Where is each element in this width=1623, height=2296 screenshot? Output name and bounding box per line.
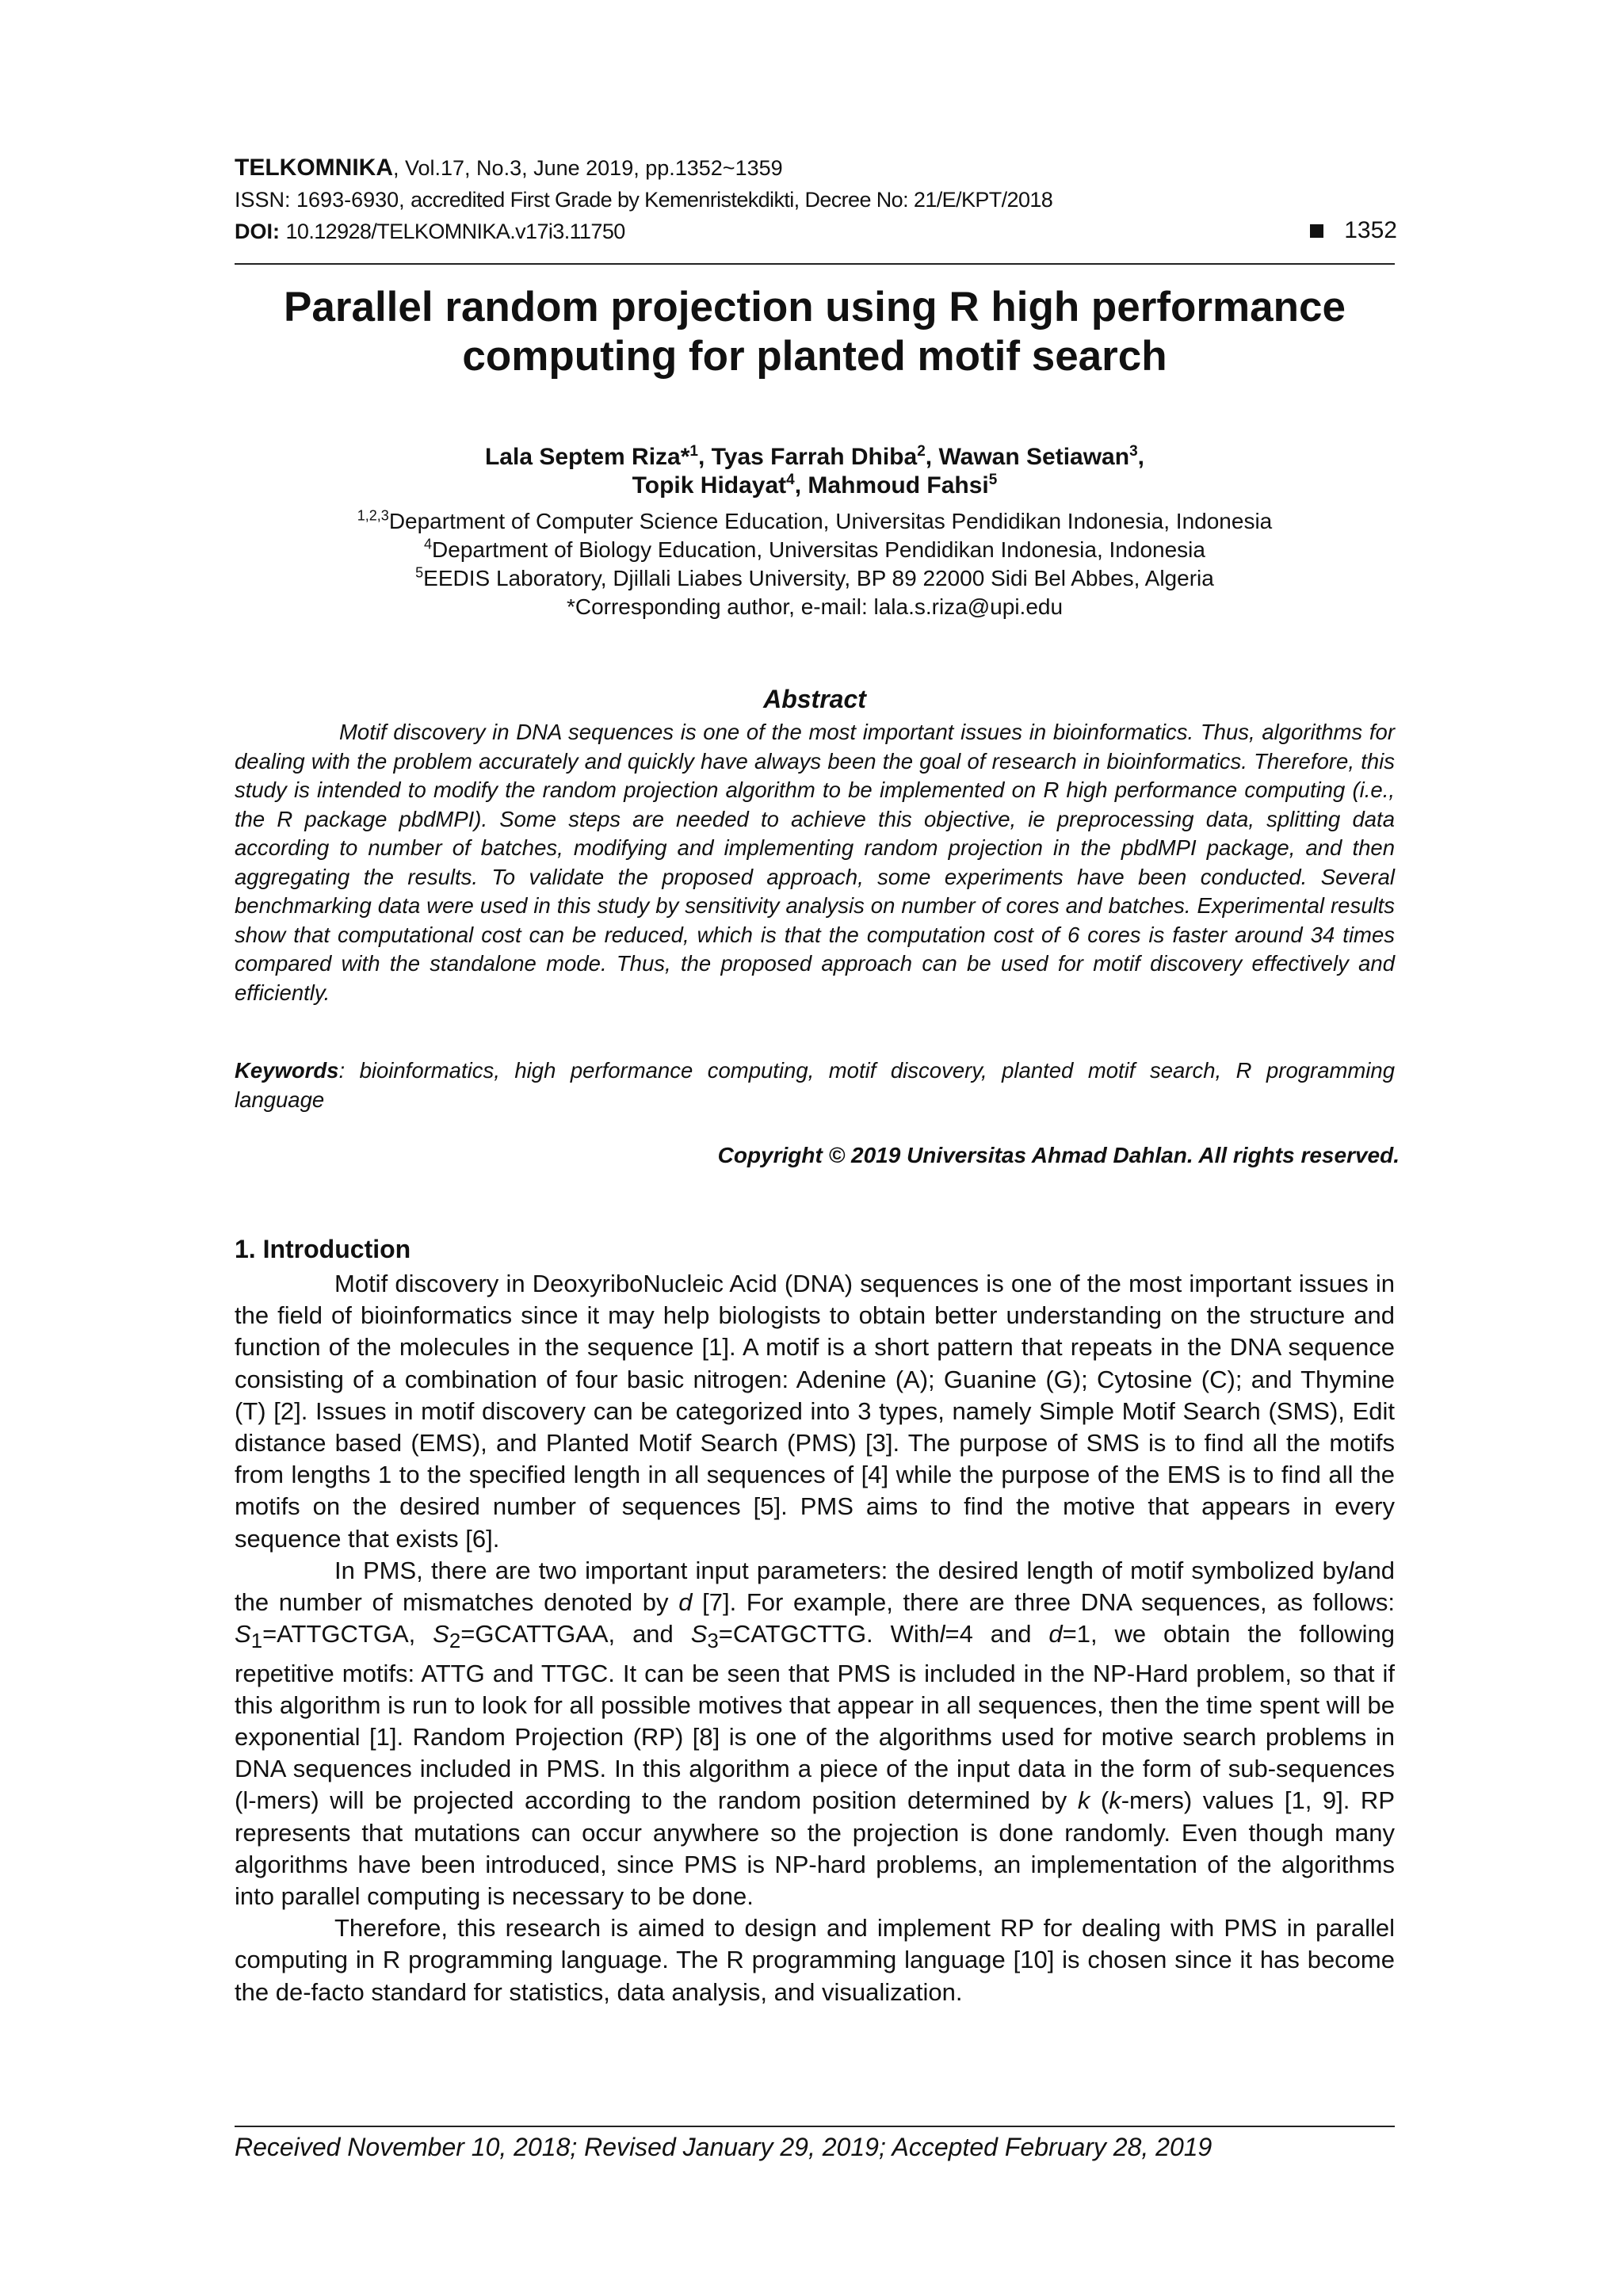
author-line-2 [235, 472, 1395, 500]
text-run: =CATGCTTG. With [718, 1620, 940, 1648]
math-var: S [235, 1620, 251, 1648]
text-run: -mers) values [1, 9]. RP represents that mutations can occur anywhere so the projection is done randomly. Even though many algorithms have been introduced, since PMS is NP-hard problems, an implementation of the algorithms into parallel computing is necessary to be done. [235, 1786, 1396, 1911]
text-run: In PMS, there are two important input parameters: the desired length of motif symbolized by [334, 1556, 1349, 1584]
author-affil-mark: 4 [786, 472, 795, 488]
subscript: 3 [707, 1630, 719, 1653]
author-name: , Mahmoud Fahsi [794, 472, 989, 499]
text-run: =GCATTGAA, and [460, 1620, 691, 1648]
corresponding-author: *Corresponding author, e-mail: lala.s.riza@upi.edu [566, 594, 1064, 619]
affil-mark: 4 [424, 536, 433, 552]
accreditation: accredited First Grade by Kemenristekdikti, Decree No: 21/E/KPT/2018 [411, 188, 1053, 212]
author-affil-mark: 2 [917, 443, 926, 460]
affil-mark: 1,2,3 [357, 507, 389, 524]
affil-text: Department of Computer Science Education, Universitas Pendidikan Indonesia, Indonesia [388, 509, 1273, 533]
header-divider [235, 263, 1395, 265]
keywords-label: Keywords [235, 1058, 339, 1083]
author-name: , Wawan Setiawan [925, 444, 1130, 470]
math-var: l [939, 1620, 945, 1648]
text-run: =1, we obtain the following repetitive motifs: ATTG and TTGC. It can be seen that PMS is included in the NP-Hard problem, so that if this algorithm is run to look for all possible motives that appear in all sequences, then the time spent will be exponential [1]. Random Projection (RP) [8] is one of the algorithms used for motive search problems in DNA sequences included in PMS. In this algorithm a piece of the input data in the form of sub-sequences (l-mers) will be projected according to the random position determined by [235, 1620, 1396, 1815]
title-line-1: Parallel random projection using R high performance [284, 284, 1346, 330]
paper-title [235, 283, 1395, 381]
affiliation-2 [235, 536, 1395, 564]
doi-line [235, 219, 625, 244]
doi-label: DOI: [235, 220, 286, 243]
math-var: S [433, 1620, 449, 1648]
text-run: =ATTGCTGA, [262, 1620, 433, 1648]
math-var: d [678, 1588, 693, 1617]
subscript: 2 [449, 1630, 461, 1653]
received-dates: Received November 10, 2018; Revised January 29, 2019; Accepted February 28, 2019 [235, 2133, 1212, 2161]
introduction-body [235, 1268, 1395, 2008]
author-line-1 [235, 443, 1395, 472]
title-line-2: computing for planted motif search [462, 333, 1167, 380]
section-heading-introduction: 1. Introduction [235, 1235, 411, 1263]
author-separator: , [1137, 444, 1144, 470]
abstract-text: Motif discovery in DNA sequences is one of the most important issues in bioinformatics. Thus, algorithms for dealing with the problem accurately and quickly have always been the goal of research in bioinformatics. Therefore, this study is intended to modify the random projection algorithm to be implemented on R high performance computing (i.e., the R package pbdMPI). Some steps are needed to achieve this objective, ie preprocessing data, splitting data according to number of batches, modifying and implementing random projection in the pbdMPI package, and then aggregating the results. To validate the proposed approach, some experiments have been conducted. Several benchmarking data were used in this study by sensitivity analysis on number of cores and batches. Experimental results show that computational cost can be reduced, which is that the computation cost of 6 cores is faster around 34 times compared with the standalone mode. Thus, the proposed approach can be used for motif discovery effectively and efficiently. [235, 720, 1395, 1005]
math-var: l [1348, 1556, 1354, 1584]
intro-paragraph-1: Motif discovery in DeoxyriboNucleic Acid (DNA) sequences is one of the most important issues in the field of bioinformatics since it may help biologists to obtain better understanding on the structure and function of the molecules in the sequence [1]. A motif is a short pattern that repeats in the DNA sequence consisting of a combination of four basic nitrogen: Adenine (A); Guanine (G); Cytosine (C); and Thymine (T) [2]. Issues in motif discovery can be categorized into 3 types, namely Simple Motif Search (SMS), Edit distance based (EMS), and Planted Motif Search (PMS) [3]. The purpose of SMS is to find all the motifs from lengths 1 to the specified length in all sequences of [4] while the purpose of the EMS is to find all the motifs on the desired number of sequences [5]. PMS aims to find the motive that appears in every sequence that exists [6]. [235, 1270, 1395, 1553]
text-run: and the number of mismatches denoted by [235, 1556, 1395, 1617]
affiliation-1 [235, 507, 1395, 536]
subscript: 1 [250, 1630, 263, 1653]
author-name: , Tyas Farrah Dhiba [698, 444, 918, 470]
author-affil-mark: 3 [1129, 443, 1138, 460]
footer-divider [235, 2126, 1395, 2127]
author-affil-mark: 1 [689, 443, 698, 460]
text-run: =4 and [945, 1620, 1049, 1648]
journal-name: TELKOMNIKA [235, 155, 393, 181]
affil-mark: 5 [415, 564, 424, 581]
author-name: Lala Septem Riza* [484, 444, 690, 470]
affiliations [235, 507, 1395, 621]
volume-info: , Vol.17, No.3, June 2019, pp.1352~1359 [392, 156, 783, 180]
keywords [235, 1056, 1395, 1114]
math-var: k [1109, 1786, 1121, 1815]
math-var: S [690, 1620, 708, 1648]
text-run: [7]. For example, there are three DNA sequences, as follows: [692, 1588, 1395, 1617]
issn-line [235, 187, 1052, 212]
issn: ISSN: 1693-6930, [235, 188, 411, 212]
intro-paragraph-2 [235, 1555, 1395, 1912]
author-name: Topik Hidayat [632, 472, 787, 499]
affiliation-3 [235, 564, 1395, 593]
copyright-notice: Copyright © 2019 Universitas Ahmad Dahlan. All rights reserved. [717, 1143, 1400, 1167]
text-run: ( [1090, 1786, 1109, 1815]
page-number: 1352 [1344, 217, 1397, 243]
page-number-block [1310, 217, 1397, 244]
author-affil-mark: 5 [988, 472, 998, 488]
doi: 10.12928/TELKOMNIKA.v17i3.11750 [285, 220, 625, 243]
intro-paragraph-3: Therefore, this research is aimed to design and implement RP for dealing with PMS in parallel computing in R programming language. The R programming language [10] is chosen since it has become the de-facto standard for statistics, data analysis, and visualization. [235, 1914, 1395, 2006]
keywords-text: : bioinformatics, high performance computing, motif discovery, planted motif search, R programming language [235, 1058, 1395, 1112]
journal-header [235, 155, 783, 181]
math-var: d [1048, 1620, 1063, 1648]
abstract-heading: Abstract [763, 685, 866, 713]
affil-text: Department of Biology Education, Universitas Pendidikan Indonesia, Indonesia [432, 537, 1205, 562]
square-bullet-icon [1310, 224, 1323, 238]
math-var: k [1077, 1786, 1090, 1815]
author-list [235, 443, 1395, 500]
affil-text: EEDIS Laboratory, Djillali Liabes University, BP 89 22000 Sidi Bel Abbes, Algeria [423, 566, 1214, 590]
